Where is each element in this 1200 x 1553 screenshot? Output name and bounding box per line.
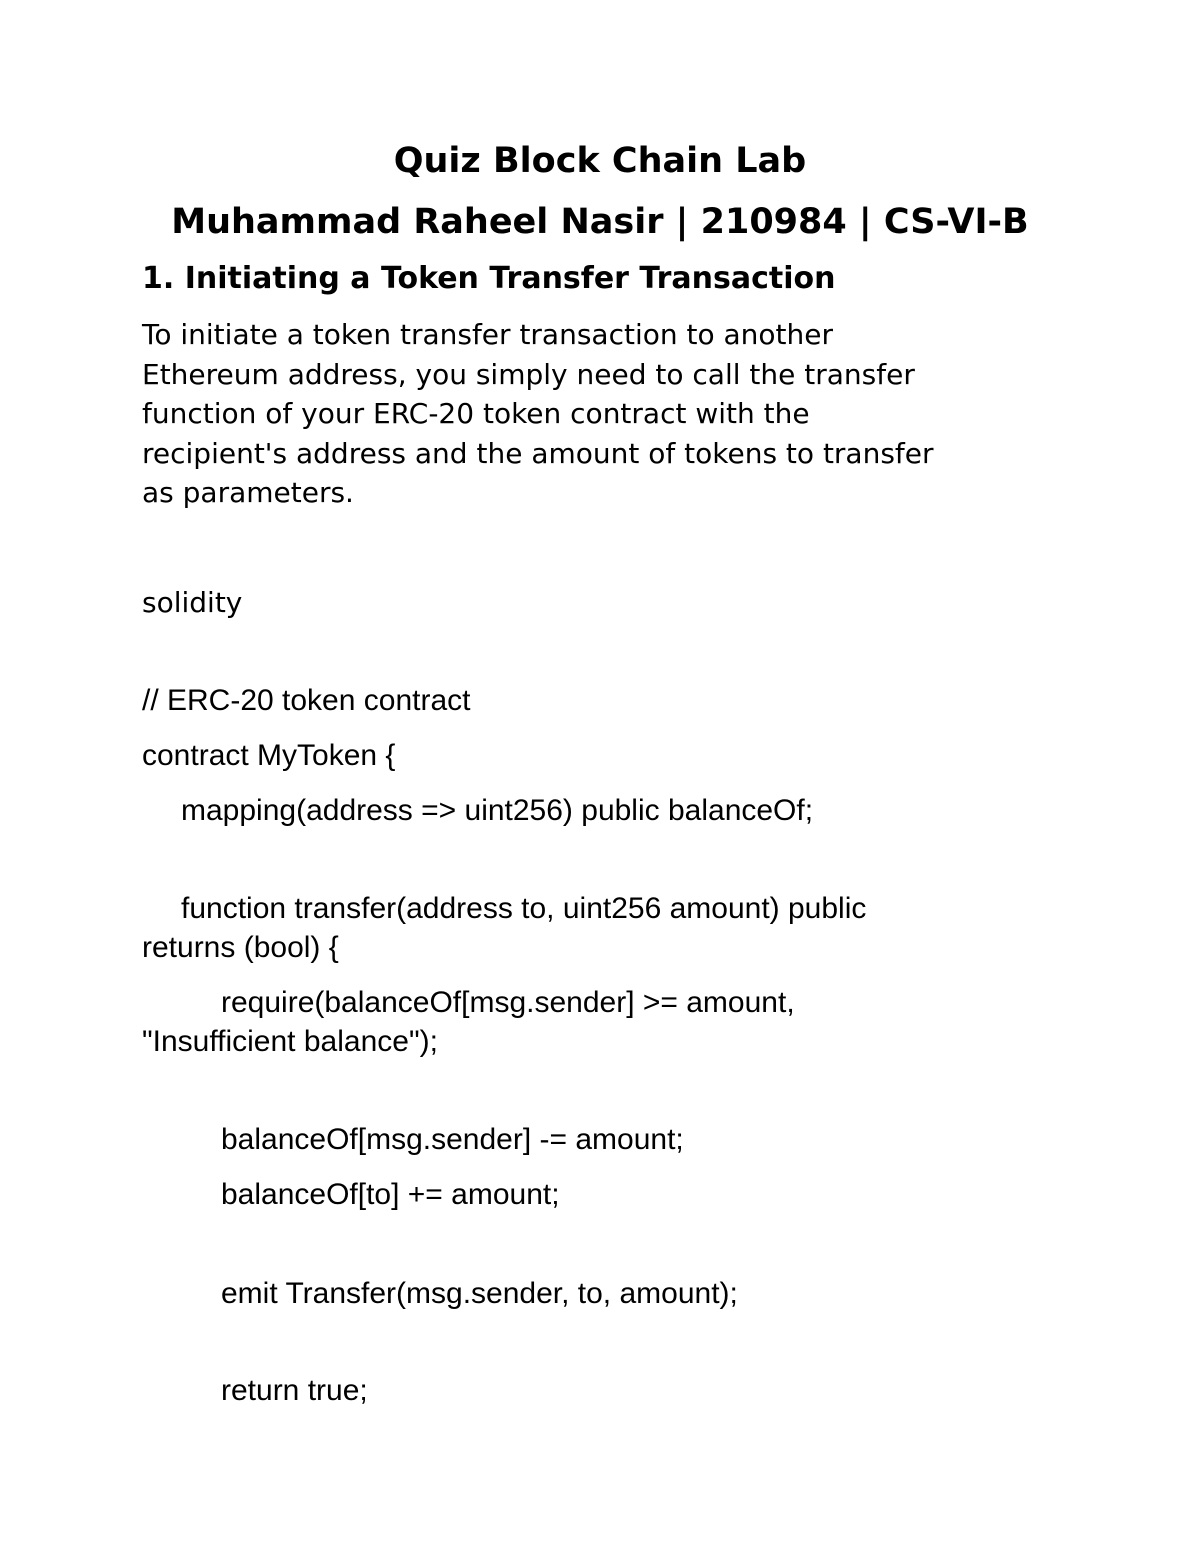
intro-paragraph [142, 315, 934, 513]
code-function-signature [142, 889, 866, 967]
code-line: "Insufficient balance"); [142, 1025, 438, 1058]
code-contract-open: contract MyToken { [142, 739, 396, 772]
code-add: balanceOf[to] += amount; [221, 1178, 560, 1211]
code-return: return true; [221, 1374, 368, 1407]
code-subtract: balanceOf[msg.sender] -= amount; [221, 1123, 684, 1156]
section-heading: 1. Initiating a Token Transfer Transaction [142, 261, 836, 296]
code-comment: // ERC-20 token contract [142, 684, 471, 717]
intro-line: recipient's address and the amount of tokens to transfer [142, 436, 934, 470]
intro-line: as parameters. [142, 476, 354, 509]
code-line: returns (bool) { [142, 931, 339, 964]
code-line: function transfer(address to, uint256 amount) public [181, 892, 867, 925]
code-emit: emit Transfer(msg.sender, to, amount); [221, 1277, 738, 1310]
code-mapping: mapping(address => uint256) public balanceOf; [181, 794, 814, 827]
code-require [142, 983, 795, 1061]
code-line: require(balanceOf[msg.sender] >= amount, [221, 986, 795, 1019]
intro-line: Ethereum address, you simply need to call the transfer [142, 357, 915, 391]
author-line: Muhammad Raheel Nasir | 210984 | CS-VI-B [171, 202, 1029, 242]
code-language-label: solidity [142, 586, 243, 619]
intro-line: function of your ERC-20 token contract with the [142, 397, 810, 430]
intro-line: To initiate a token transfer transaction to another [142, 318, 834, 351]
document-title: Quiz Block Chain Lab [393, 141, 807, 181]
